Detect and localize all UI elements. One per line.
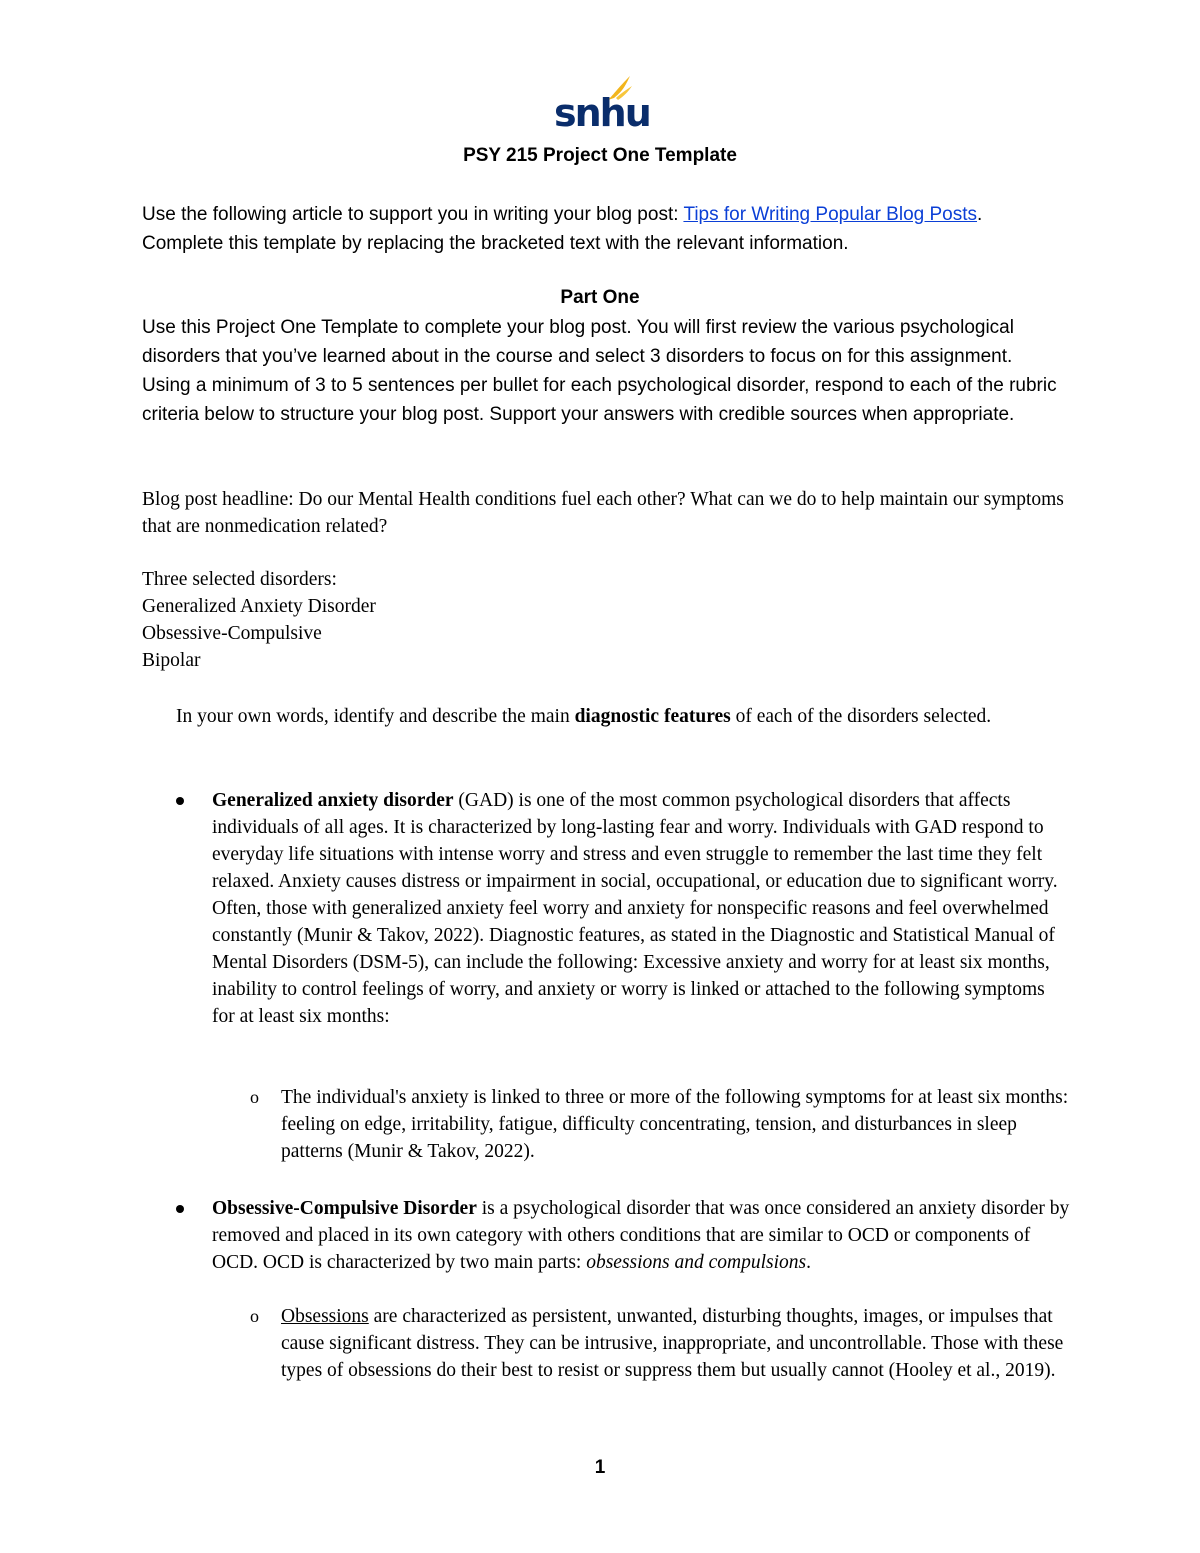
disorder-item: Bipolar	[142, 650, 201, 671]
sub-bullet-gad: The individual's anxiety is linked to three or more of the following symptoms for at least six months: feeling on edge, irritability, fatigue, difficulty concentrating, tension, and disturbances in sleep patterns (Munir & Takov, 2022).	[281, 1087, 1069, 1162]
bullet-heading: Generalized anxiety disorder	[212, 790, 454, 811]
prompt-text: In your own words, identify and describe the main	[176, 706, 575, 727]
bullet-text: is a psychological disorder that was once considered an anxiety disorder by removed and placed in its own category with others conditions that are similar to OCD or components of OCD. OCD is characterized by two main parts:	[212, 1198, 1070, 1273]
part-one-heading: Part One	[560, 287, 640, 308]
intro-text-end: . Complete this template by replacing the bracketed text with the relevant information.	[142, 204, 983, 254]
sub-bullet-icon: o	[250, 1306, 259, 1326]
diagnostic-prompt	[176, 703, 1056, 730]
sub-bullet-icon: o	[250, 1087, 259, 1107]
bullet-icon	[176, 797, 184, 805]
logo-wordmark: snhu	[554, 91, 650, 135]
disorder-item: Generalized Anxiety Disorder	[142, 596, 376, 617]
disorder-item: Obsessive-Compulsive	[142, 623, 322, 644]
prompt-text-end: of each of the disorders selected.	[730, 706, 992, 727]
part-one-body: Use this Project One Template to complete your blog post. You will first review the various psychological disorders that you’ve learned about in the course and select 3 disorders to focus on for this assignment. Using a minimum of 3 to 5 sentences per bullet for each psychological disorder, respond to each of the rubric criteria below to structure your blog post. Support your answers with credible sources when appropriate.	[142, 317, 1057, 425]
disorders-label: Three selected disorders:	[142, 569, 337, 590]
bullet-icon	[176, 1205, 184, 1213]
bullet-end: .	[806, 1252, 812, 1273]
sub-bullet-text: are characterized as persistent, unwanted, disturbing thoughts, images, or impulses that cause significant distress. They can be intrusive, inappropriate, and uncontrollable. Those with these types of obsessions do their best to resist or suppress them but usually cannot (Hooley et al., 2019).	[281, 1306, 1064, 1381]
intro-paragraph	[142, 200, 1062, 258]
bullet-ocd	[212, 1195, 1072, 1276]
bullet-heading: Obsessive-Compulsive Disorder	[212, 1198, 477, 1219]
blog-headline: Blog post headline: Do our Mental Health conditions fuel each other? What can we do to help maintain our symptoms that are nonmedication related?	[142, 489, 1064, 537]
bullet-italic: obsessions and compulsions	[586, 1252, 807, 1273]
selected-disorders	[142, 566, 1082, 674]
bullet-gad	[212, 787, 1072, 1030]
prompt-bold: diagnostic features	[574, 706, 731, 727]
snhu-logo	[554, 74, 650, 135]
obsessions-term: Obsessions	[281, 1306, 369, 1327]
sub-bullet-ocd	[281, 1303, 1071, 1384]
page-number: 1	[594, 1457, 606, 1478]
document-title: PSY 215 Project One Template	[463, 145, 737, 166]
blog-tips-link[interactable]: Tips for Writing Popular Blog Posts	[683, 204, 978, 225]
intro-text: Use the following article to support you in writing your blog post:	[142, 204, 684, 225]
bullet-text: (GAD) is one of the most common psychological disorders that affects individuals of all ages. It is characterized by long-lasting fear and worry. Individuals with GAD respond to everyday life situations with intense worry and stress and even struggle to remember the last time they felt relaxed. Anxiety causes distress or impairment in social, occupational, or education due to significant worry. Often, those with generalized anxiety feel worry and anxiety for nonspecific reasons and feel overwhelmed constantly (Munir & Takov, 2022). Diagnostic features, as stated in the Diagnostic and Statistical Manual of Mental Disorders (DSM-5), can include the following: Excessive anxiety and worry for at least six months, inability to control feelings of worry, and anxiety or worry is linked or attached to the following symptoms for at least six months:	[212, 790, 1058, 1027]
